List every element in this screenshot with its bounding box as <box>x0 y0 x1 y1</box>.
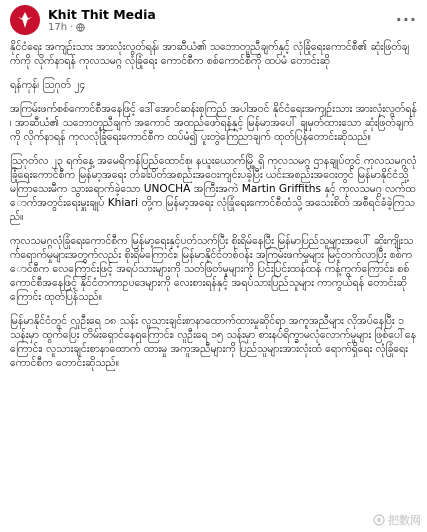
author-name[interactable]: Khit Thit Media <box>48 6 156 22</box>
post-body <box>0 38 427 370</box>
dateline: ရန်ကုန်၊ ဩဂုတ် ၂၄ <box>10 79 86 91</box>
post-timestamp[interactable]: 17h <box>48 21 68 33</box>
body-paragraph-4: မြန်မာနိုင်ငံတွင် လူဦးရေ ၁၈ သန်း လူသားချင်းစာနာထောက်ထားမှုဆိုင်ရာ အကူအညီများ လိုအပ်နေပြီး ၁ သန်းမှာ ထွက်ပြေး တိမ်းရှောင်နေရကြောင်း၊ လူဦးရေ ၁၅ သန်းမှာ စားနပ်ရိက္ခာမလုံလောက်မှုများ ဖြစ်ပေါ်နေကြောင်း၊ လူသားချင်းစာနာထောက် ထားမှု အကူအညီများကို ပြည်သူများအားလုံးထံ ရောက်ရှိရေး လုံခြုံရေးကောင်စီက တောင်းဆိုသည်။ <box>10 315 417 369</box>
more-options-button[interactable]: ··· <box>395 10 417 29</box>
post-meta <box>48 7 156 34</box>
post-header <box>0 0 427 38</box>
globe-icon <box>76 23 85 32</box>
body-paragraph-3: ကုလသမဂ္ဂလုံခြုံရေးကောင်စီက မြန်မာ့ရေးနှင့်ပတ်သက်ပြီး စိုးရိမ်နေပြီး မြန်မာပြည်သူများအပေါ် ဆိုးကျိုးသက်ရောက်မှုများအတွက်လည်း စိုးရိမ်ကြောင်း၊ မြန်မာနိုင်ငံတစ်ဝန်း အကြမ်းဖက်မှုများ မြင့်တက်လာပြီး စစ်ကောင်စီက လေကြောင်းဖြင့် အရပ်သားများကို သတ်ဖြတ်မှုများကို ပြင်းပြင်းထန်ထန် ကန့်ကွက်ကြောင်း၊ စစ်ကောင်စီအနေဖြင့် နိုင်ငံတကာဥပဒေများကို လေးစားရန်နှင့် အရပ်သားပြည်သူများ ကာကွယ်ရန် တောင်းဆိုကြောင်း ထုတ်ပြန်သည်။ <box>10 235 414 303</box>
body-paragraph-2: ဩဂုတ်လ ၂၃ ရက်နေ့ အမေရိကန်ပြည်ထောင်စု၊ နယူးယောက်မြို့ ရှိ ကုလသမဂ္ဂ ဌာနချုပ်တွင် ကုလသမဂ္ဂလုံခြုံရေးကောင်စီက မြန်မာ့အရေး တံခါးပိတ်အစည်းအဝေးကျင်းပခဲ့ပြီး ယင်းအစည်းအဝေးတွင် မြန်မာနိုင်ငံသို့ မကြာသေးမီက သွားရောက်ခဲ့သော UNOCHA အကြီးအကဲ Martin Griffiths နှင့် ကုလသမဂ္ဂ လက်ထောက်အတွင်းရေးမှူးချုပ် Khiari တို့က မြန်မာ့အရေး လုံခြုံရေးကောင်စီထံသို့ အသေးစိတ် အစီရင်ခံခဲ့ကြသည်။ <box>10 155 417 223</box>
separator-dot: · <box>70 21 74 33</box>
watermark <box>373 512 421 528</box>
page-avatar[interactable] <box>10 5 40 35</box>
watermark-logo-icon <box>373 514 385 526</box>
khit-thit-logo-icon <box>15 10 35 30</box>
watermark-text: 把数网 <box>388 514 421 527</box>
post-time-row <box>48 22 156 34</box>
headline-paragraph: နိုင်ငံရေး အကျဉ်းသား အားလုံးလွတ်ရန်၊ အာဆီယံ၏ သဘောတူညီချက်နှင့် လုံခြုံရေးကောင်စီ၏ ဆုံးဖြတ်ချက်ကို လိုက်နာရန် ကုလသမဂ္ဂ လုံခြုံရေး ကောင်စီက စစ်ကောင်စီကို ထပ်မံ တောင်းဆို <box>10 41 410 67</box>
body-paragraph-1: အကြမ်းဖက်စစ်ကောင်စီအနေဖြင့် ဒေါ်အောင်ဆန်းစုကြည် အပါအဝင် နိုင်ငံရေးအကျဉ်းသား အားလုံးလွတ်ရန်၊ အာဆီယံ၏ သဘောတူညီချက် အကောင် အထည်ဖော်ရန်နှင့် မြန်မာအပေါ် ချမှတ်ထားသော ဆုံးဖြတ်ချက်ကို လိုက်နာရန် ကုလလုံခြုံရေးကောင်စီက ထပ်မံ၍ ပူးတွဲကြေညာချက် ထုတ်ပြန်တောင်းဆိုသည်။ <box>10 103 417 143</box>
